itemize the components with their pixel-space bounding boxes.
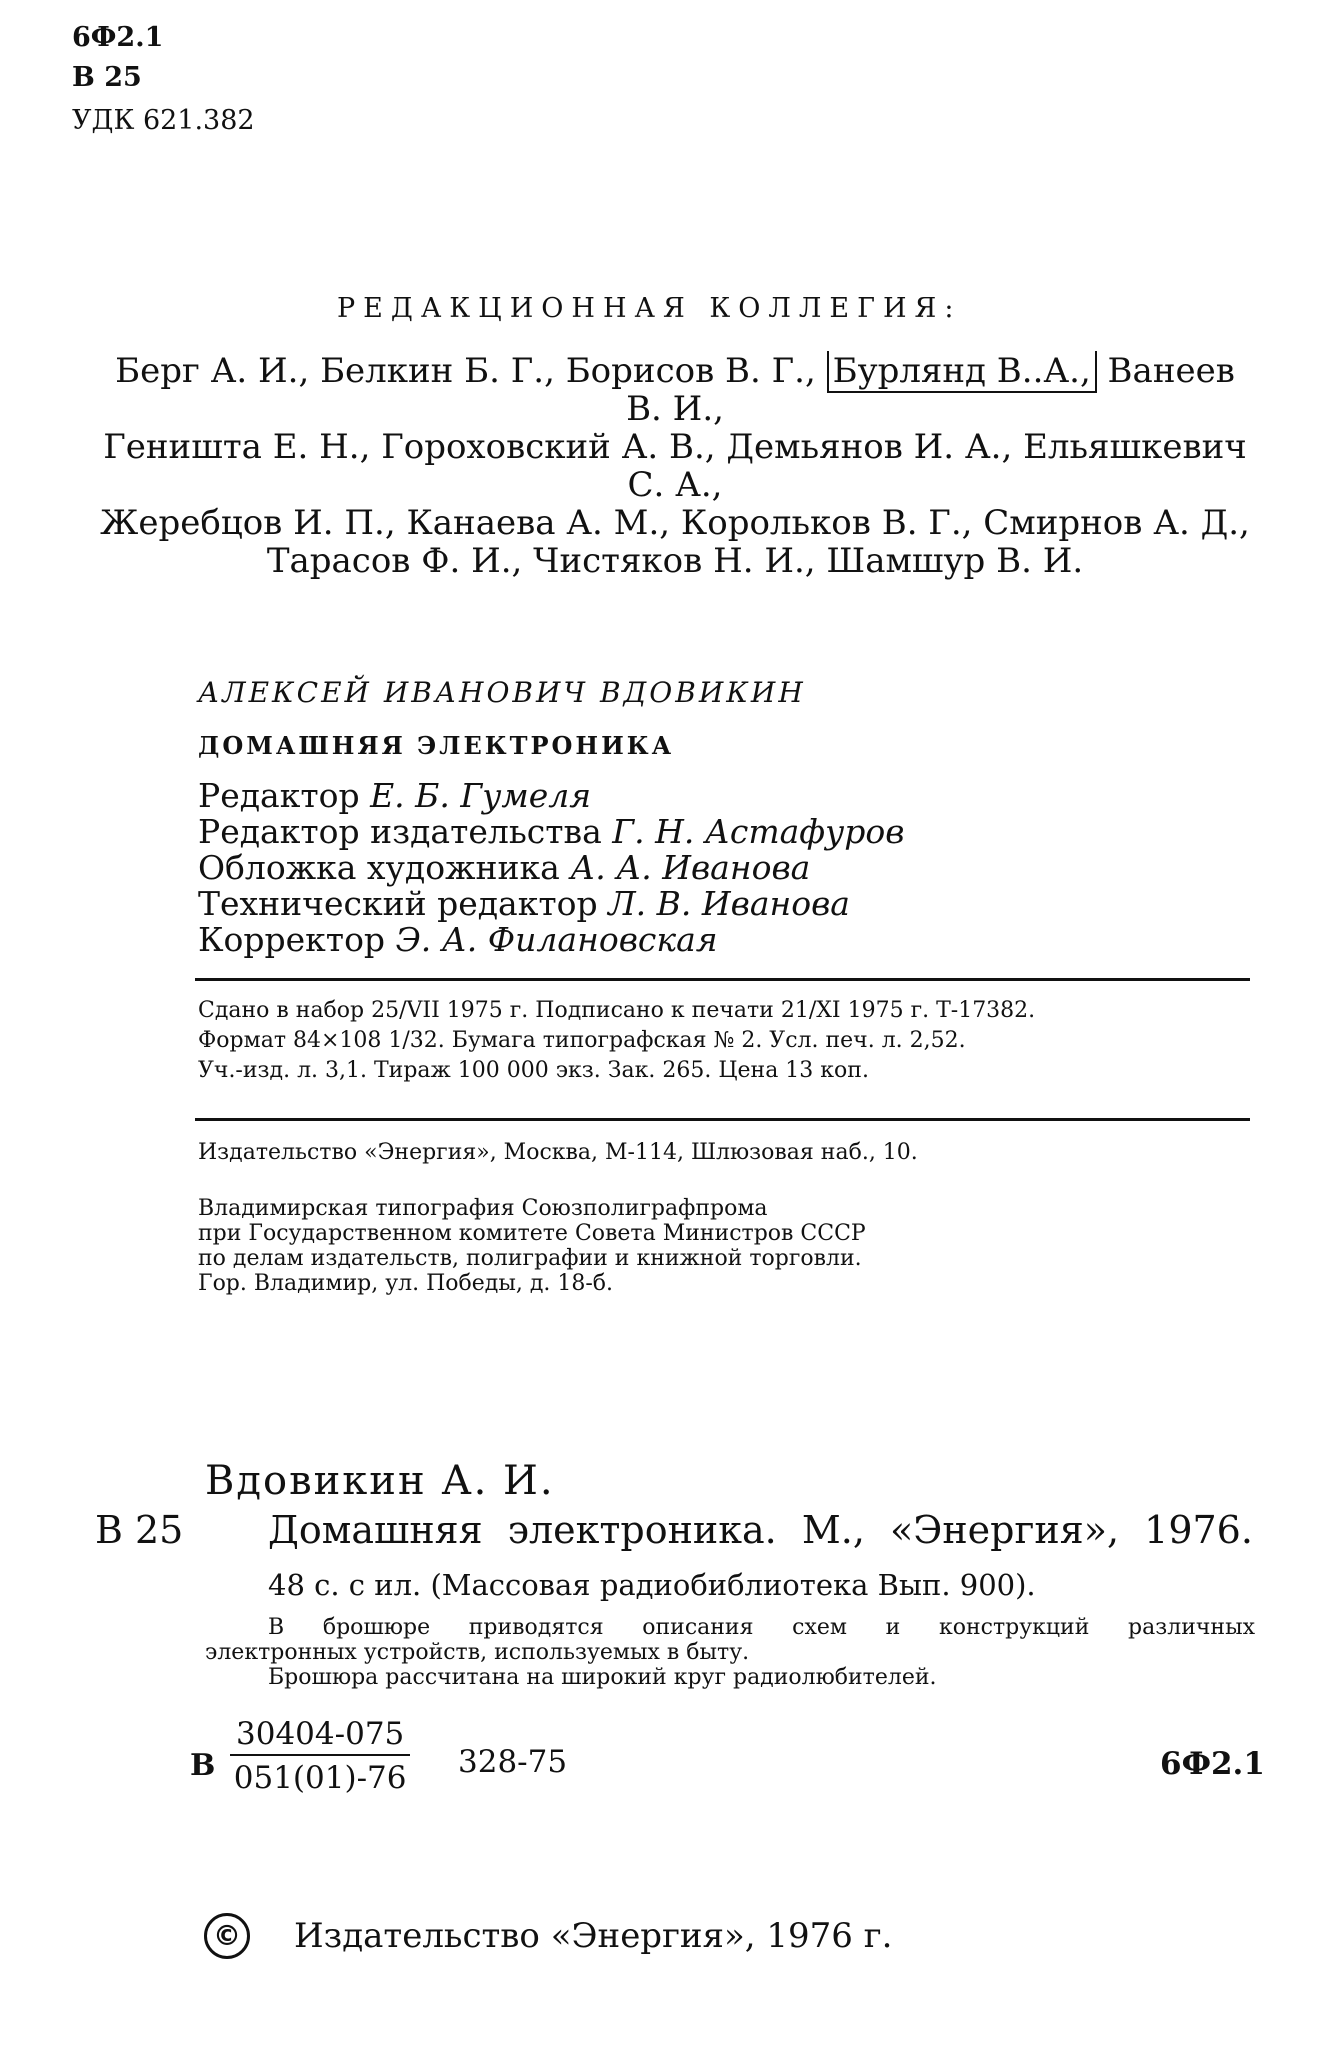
board-line-2: Геништа Е. Н., Гороховский А. В., Демьянов И. А., Ельяшкевич С. А.,: [103, 427, 1247, 505]
copyright-icon: ©: [204, 1913, 250, 1959]
index-numerator: 30404-075: [230, 1716, 410, 1756]
editorial-board-title: РЕДАКЦИОННАЯ КОЛЛЕГИЯ:: [337, 293, 962, 324]
divider-bottom: [195, 1118, 1250, 1121]
copyright-text: Издательство «Энергия», 1976 г.: [294, 1916, 893, 1956]
board-line-3: Жеребцов И. П., Канаева А. М., Корольков В. Г., Смирнов А. Д.,: [100, 503, 1250, 543]
divider-top: [195, 978, 1250, 981]
index-number: 328-75: [458, 1744, 568, 1780]
imprint-author: АЛЕКСЕЙ ИВАНОВИЧ ВДОВИКИН: [198, 676, 806, 709]
editorial-board-members: [95, 352, 1255, 580]
copyright-line: [204, 1913, 892, 1959]
card-extent: 48 с. с ил. (Массовая радиобиблиотека Вып. 900).: [268, 1568, 1036, 1602]
author-mark: В 25: [72, 62, 142, 93]
card-title: Домашняя электроника. М., «Энергия», 1976.: [268, 1508, 1253, 1552]
publisher-address: Издательство «Энергия», Москва, М-114, Шлюзовая наб., 10.: [198, 1140, 918, 1165]
credit-editor: Редактор Е. Б. Гумеля: [198, 776, 592, 815]
boxed-name: Бурлянд В..А.,: [827, 351, 1097, 393]
printer-line: при Государственном комитете Совета Министров СССР: [198, 1221, 866, 1246]
credit-cover-artist: Обложка художника А. А. Иванова: [198, 848, 811, 887]
pub-line-1: Сдано в набор 25/VII 1975 г. Подписано к печати 21/XI 1975 г. Т-17382.: [198, 998, 1036, 1023]
credit-technical-editor: Технический редактор Л. В. Иванова: [198, 884, 850, 923]
card-annotation: [205, 1615, 1255, 1690]
board-line-4: Тарасов Ф. И., Чистяков Н. И., Шамшур В. И.: [266, 541, 1084, 581]
credit-proofreader: Корректор Э. А. Филановская: [198, 920, 718, 959]
pub-line-3: Уч.-изд. л. 3,1. Тираж 100 000 экз. Зак. 265. Цена 13 коп.: [198, 1058, 869, 1083]
annotation-line: В брошюре приводятся описания схем и конструкций различных: [268, 1615, 1255, 1640]
annotation-line: электронных устройств, используемых в быту.: [205, 1640, 750, 1665]
publication-data: [198, 996, 1248, 1086]
printer-info: [198, 1196, 866, 1296]
printer-line: Гор. Владимир, ул. Победы, д. 18-б.: [198, 1271, 614, 1296]
board-line-1: Берг А. И., Белкин Б. Г., Борисов В. Г., Бурлянд В..А., Ванеев В. И.,: [115, 351, 1235, 429]
index-letter: В: [190, 1748, 216, 1783]
index-denominator: 051(01)-76: [233, 1760, 407, 1796]
card-author: Вдовикин А. И.: [205, 1458, 555, 1504]
printer-line: по делам издательств, полиграфии и книжной торговли.: [198, 1246, 862, 1271]
bbk-code: 6Ф2.1: [72, 22, 164, 53]
credits-list: [198, 778, 904, 958]
credit-publishing-editor: Редактор издательства Г. Н. Астафуров: [198, 812, 905, 851]
index-code: 6Ф2.1: [1160, 1746, 1265, 1782]
index-fraction: [230, 1716, 410, 1796]
udk-code: УДК 621.382: [72, 105, 255, 136]
printer-line: Владимирская типография Союзполиграфпрома: [198, 1196, 768, 1221]
pub-line-2: Формат 84×108 1/32. Бумага типографская № 2. Усл. печ. л. 2,52.: [198, 1028, 966, 1053]
annotation-line: Брошюра рассчитана на широкий круг радиолюбителей.: [268, 1665, 937, 1690]
card-code: В 25: [95, 1508, 184, 1552]
imprint-title: ДОМАШНЯЯ ЭЛЕКТРОНИКА: [198, 731, 675, 760]
